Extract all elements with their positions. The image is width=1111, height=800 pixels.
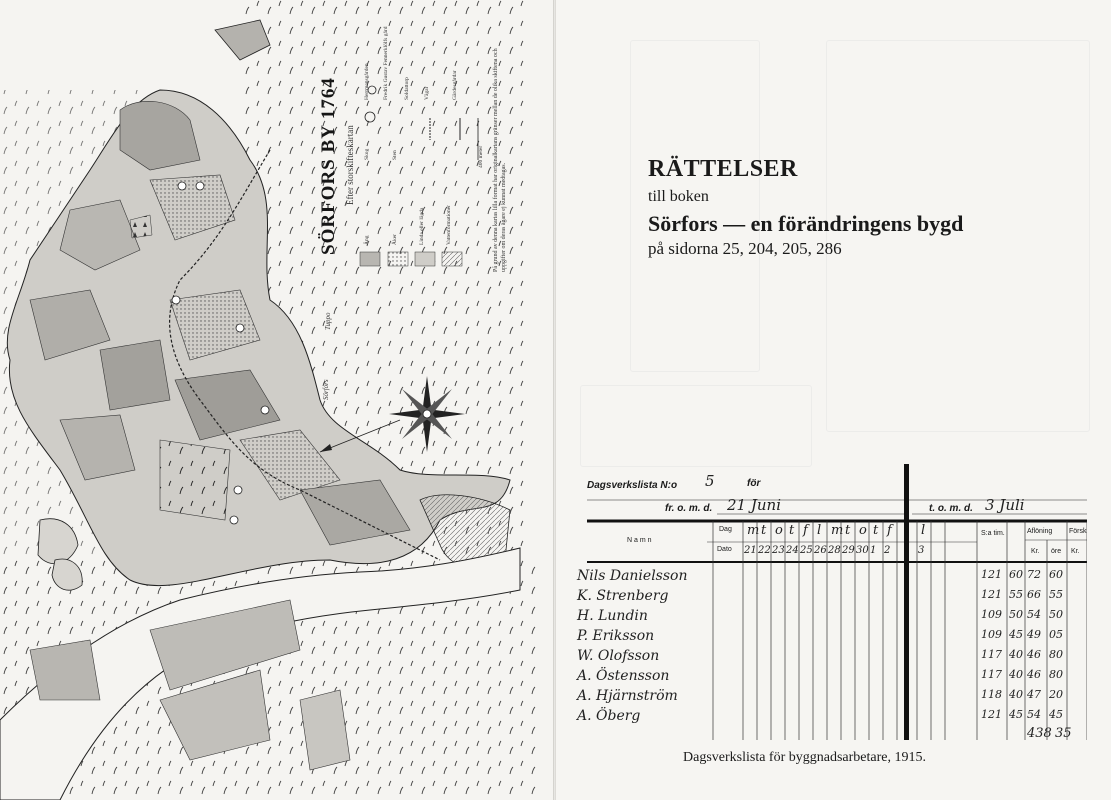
legend-fredrik: Fredrik Gustav Fennerklölfs gård bbox=[383, 26, 389, 100]
worker-kr: 72 bbox=[1027, 568, 1041, 581]
bleed-through-box bbox=[630, 40, 760, 372]
worker-hours: 109 bbox=[981, 628, 1002, 641]
errata-subtitle: till boken bbox=[648, 188, 709, 205]
worker-kr: 54 bbox=[1027, 708, 1041, 721]
worker-rate: 50 bbox=[1009, 608, 1023, 621]
worker-kr: 54 bbox=[1027, 608, 1041, 621]
legend-skog: Skog bbox=[364, 148, 370, 160]
worker-name: Nils Danielsson bbox=[577, 568, 688, 584]
day-letter: m bbox=[831, 523, 844, 538]
worker-kr: 66 bbox=[1027, 588, 1041, 601]
day-letter: t bbox=[789, 523, 795, 538]
legend-sten: Sten bbox=[392, 150, 398, 160]
worker-rate: 45 bbox=[1009, 628, 1023, 641]
legend-soldattorp: Soldattorp bbox=[404, 77, 410, 100]
bleed-through-box bbox=[580, 385, 812, 467]
ledger-for-label: för bbox=[747, 478, 761, 489]
worker-kr: 46 bbox=[1027, 668, 1041, 681]
ledger-total-kr: 438 bbox=[1027, 726, 1052, 741]
day-date: 30 bbox=[856, 545, 869, 556]
day-date: 24 bbox=[786, 545, 799, 556]
worker-rate: 40 bbox=[1009, 648, 1023, 661]
errata-book-title: Sörfors — en förändringens bygd bbox=[648, 211, 964, 236]
legend-vatten: Vattenformationer bbox=[446, 204, 452, 245]
col-aflon-header: Aflöning bbox=[1027, 528, 1053, 535]
col-kr2-header: Kr. bbox=[1071, 548, 1080, 555]
worker-name: K. Strenberg bbox=[577, 588, 669, 604]
day-date: 3 bbox=[918, 545, 925, 556]
day-letter: f bbox=[803, 523, 808, 538]
col-forsk-header: Försk bbox=[1069, 528, 1087, 535]
col-namn-header: N a m n bbox=[627, 537, 652, 544]
worker-ore: 80 bbox=[1049, 668, 1063, 681]
worker-ore: 55 bbox=[1049, 588, 1063, 601]
day-date: 25 bbox=[800, 545, 813, 556]
day-date: 23 bbox=[772, 545, 785, 556]
label-tuppo: Tuppo bbox=[324, 312, 332, 330]
day-letter: m bbox=[747, 523, 760, 538]
worker-kr: 46 bbox=[1027, 648, 1041, 661]
col-sa-tim-header: S:a tim. bbox=[981, 530, 1005, 537]
day-date: 26 bbox=[814, 545, 827, 556]
day-date: 22 bbox=[758, 545, 771, 556]
col-ore-header: öre bbox=[1051, 548, 1062, 555]
worker-rate: 45 bbox=[1009, 708, 1023, 721]
day-letter: o bbox=[859, 523, 867, 538]
legend-ang: Äng bbox=[364, 235, 370, 245]
day-letter: t bbox=[845, 523, 851, 538]
worker-rate: 40 bbox=[1009, 688, 1023, 701]
day-date: 1 bbox=[870, 545, 877, 556]
worker-ore: 50 bbox=[1049, 608, 1063, 621]
day-date: 2 bbox=[884, 545, 891, 556]
legend-linda: Linda eller lägda bbox=[419, 207, 425, 245]
worker-name: W. Olofsson bbox=[577, 648, 660, 664]
worker-ore: 20 bbox=[1049, 688, 1063, 701]
worker-rate: 55 bbox=[1009, 588, 1023, 601]
worker-ore: 05 bbox=[1049, 628, 1063, 641]
ledger-from-value: 21 Juni bbox=[727, 496, 781, 514]
worker-hours: 117 bbox=[981, 668, 1002, 681]
col-kr-header: Kr. bbox=[1031, 548, 1040, 555]
day-letter: t bbox=[873, 523, 879, 538]
ledger-from-label: fr. o. m. d. bbox=[665, 503, 713, 514]
worker-hours: 118 bbox=[981, 688, 1002, 701]
worker-name: P. Eriksson bbox=[577, 628, 655, 644]
left-page bbox=[0, 0, 553, 800]
day-letter: f bbox=[887, 523, 892, 538]
ledger-to-label: t. o. m. d. bbox=[929, 503, 973, 514]
legend-vagar: Vägar bbox=[424, 86, 430, 100]
errata-pages: på sidorna 25, 204, 205, 286 bbox=[648, 239, 842, 258]
worker-rate: 60 bbox=[1009, 568, 1023, 581]
worker-ore: 45 bbox=[1049, 708, 1063, 721]
legend-herrgard: Herrmansgården bbox=[364, 63, 370, 100]
worker-name: A. Öberg bbox=[577, 708, 641, 724]
day-letter: o bbox=[775, 523, 783, 538]
ledger-total-ore: 35 bbox=[1055, 726, 1072, 741]
worker-hours: 121 bbox=[981, 568, 1002, 581]
day-letter: l bbox=[817, 523, 822, 538]
col-dag-header: Dag bbox=[719, 526, 732, 533]
worker-name: H. Lundin bbox=[577, 608, 648, 624]
worker-name: A. Östensson bbox=[577, 668, 670, 684]
day-date: 28 bbox=[828, 545, 841, 556]
legend-scale: 400 meter bbox=[478, 145, 484, 168]
worker-kr: 47 bbox=[1027, 688, 1041, 701]
ledger-no-label: N:o bbox=[660, 480, 678, 491]
col-dato-header: Dato bbox=[717, 546, 732, 553]
day-letter: l bbox=[921, 523, 926, 538]
worker-ore: 80 bbox=[1049, 648, 1063, 661]
worker-rate: 40 bbox=[1009, 668, 1023, 681]
map-subtitle: Efter storskifteskartan bbox=[345, 125, 355, 205]
errata-title: RÄTTELSER bbox=[648, 156, 798, 182]
legend-gardsgardar: Gärdesgårdar bbox=[452, 70, 458, 100]
worker-hours: 117 bbox=[981, 648, 1002, 661]
day-date: 29 bbox=[842, 545, 855, 556]
day-date: 21 bbox=[744, 545, 757, 556]
worker-hours: 121 bbox=[981, 708, 1002, 721]
worker-hours: 121 bbox=[981, 588, 1002, 601]
day-letter: t bbox=[761, 523, 767, 538]
ledger-to-value: 3 Juli bbox=[985, 496, 1025, 514]
worker-ore: 60 bbox=[1049, 568, 1063, 581]
ledger-list-label: Dagsverkslista bbox=[587, 480, 658, 491]
ledger-facsimile bbox=[577, 460, 1087, 750]
legend-aker: Åker bbox=[392, 234, 398, 245]
sorfors-map bbox=[0, 0, 553, 800]
worker-name: A. Hjärnström bbox=[577, 688, 678, 704]
worker-kr: 49 bbox=[1027, 628, 1041, 641]
label-sorfors: Sörfors bbox=[322, 379, 330, 400]
ledger-no-value: 5 bbox=[705, 472, 715, 490]
map-title: SÖRFORS BY 1764 bbox=[318, 77, 339, 255]
ledger-caption: Dagsverkslista för byggnadsarbetare, 1915. bbox=[683, 750, 926, 765]
map-note: På grund av denna kartas lilla format har originalkartans gränser mellan de olika skiftena och uppgifter om deras ägare ej kunnat medtagas. bbox=[493, 48, 507, 272]
worker-hours: 109 bbox=[981, 608, 1002, 621]
